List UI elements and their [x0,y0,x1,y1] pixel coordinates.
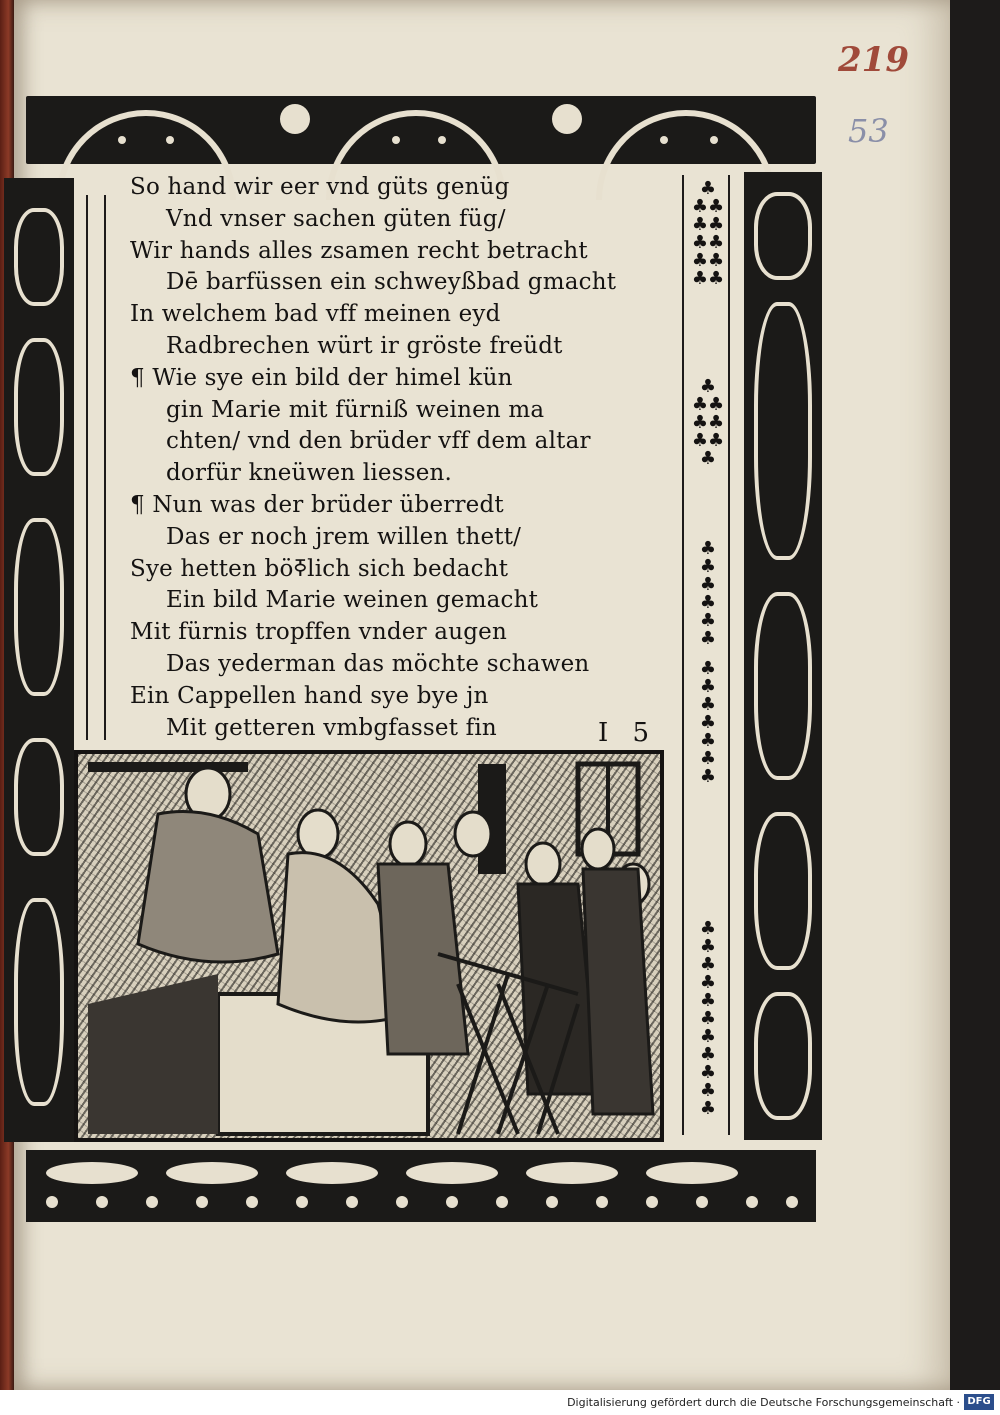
handwritten-folio-number: 219 [838,40,909,80]
border-bead [496,1196,508,1208]
frame-rule-left-inner [104,195,106,740]
border-bead [746,1196,758,1208]
marginal-fleurons: ♣ ♣♣ ♣♣ ♣♣ ♣ [691,376,725,469]
border-bead [196,1196,208,1208]
ornamental-border-bottom [26,1150,816,1222]
border-dot [710,136,718,144]
section-heading-line: chten/ vnd den brüder vff dem altar [166,428,591,455]
ornamental-border-top [26,96,816,164]
dfg-logo: DFG [964,1394,994,1410]
verse-line: In welchem bad vff meinen eyd [130,301,501,328]
signature-mark: I 5 [598,718,658,748]
verse-line: ¶ Nun was der brüder überredt [130,491,504,518]
border-bead [446,1196,458,1208]
border-dot [392,136,400,144]
section-heading-line: dorfür kneüwen liessen. [166,460,453,487]
verse-line: Das er noch jrem willen thett/ [166,523,522,550]
verse-line: Wir hands alles zsamen recht betracht [130,237,588,264]
pillar-ornament [754,812,812,970]
verse-line: Ein Cappellen hand sye bye jn [130,682,489,709]
border-knob [552,104,582,134]
verse-line: Vnd vnser sachen güten füg/ [166,205,506,232]
woodcut-friar-head [298,810,338,858]
woodcut-scene [78,754,660,1138]
border-pill [46,1162,138,1184]
woodcut-onlooker-head [455,812,491,856]
border-dot [118,136,126,144]
verse-text [130,172,670,744]
border-bead [46,1196,58,1208]
border-knob [280,104,310,134]
pillar-ornament [14,208,64,306]
frame-rule-right [682,175,684,1135]
footer-bar [0,1390,1000,1415]
woodcut-onlooker-head [390,822,426,866]
border-bead [346,1196,358,1208]
marginal-fleurons: ♣ ♣ ♣ ♣ ♣ ♣ ♣ ♣ ♣ ♣ ♣ [699,918,717,1119]
woodcut-onlooker-head [526,843,560,885]
pillar-ornament [14,738,64,856]
woodcut-illustration [74,750,664,1142]
section-heading-line: gin Marie mit fürniß weinen ma [166,396,545,423]
funding-credit: Digitalisierung gefördert durch die Deutsche Forschungsgemeinschaft · [567,1396,960,1409]
border-bead [646,1196,658,1208]
verse-line: Sye hetten böߧlich sich bedacht [130,555,509,582]
frame-rule-left [86,195,88,740]
border-bead [696,1196,708,1208]
border-bead [596,1196,608,1208]
pillar-ornament [14,898,64,1106]
pillar-ornament [754,192,812,280]
frame-rule-right-outer [728,175,730,1135]
verse-line: Mit fürnis tropffen vnder augen [130,619,507,646]
ornamental-pillar-left [4,178,74,1142]
section-heading-line: ¶ Wie sye ein bild der himel kün [130,364,513,391]
woodcut-madonna-robe [138,812,278,963]
border-bead [786,1196,798,1208]
border-dot [438,136,446,144]
border-bead [146,1196,158,1208]
border-bead [296,1196,308,1208]
verse-line: Dē barfüssen ein schweyßbad gmacht [166,269,617,296]
ornamental-pillar-right [744,172,822,1140]
woodcut-steps [88,974,218,1134]
woodcut-onlooker-body [583,869,653,1114]
verse-line: Das yederman das möchte schawen [166,650,590,677]
verse-line: So hand wir eer vnd güts genüg [130,174,510,200]
verse-line: Mit getteren vmbgfasset fin [166,714,497,741]
border-pill [286,1162,378,1184]
secondary-folio-number: 53 [848,112,889,150]
border-bead [546,1196,558,1208]
border-dot [166,136,174,144]
verse-line: Ein bild Marie weinen gemacht [166,587,539,614]
border-pill [166,1162,258,1184]
pillar-ornament [754,302,812,560]
woodcut-beam [88,762,248,772]
verse-line: Radbrechen würt ir gröste freüdt [166,332,563,359]
marginal-fleurons: ♣ ♣ ♣ ♣ ♣ ♣ ♣ [699,658,717,787]
border-bead [96,1196,108,1208]
border-bead [396,1196,408,1208]
pillar-ornament [14,518,64,696]
pillar-ornament [14,338,64,476]
border-pill [526,1162,618,1184]
pillar-ornament [754,992,812,1120]
marginal-fleurons: ♣ ♣♣ ♣♣ ♣♣ ♣♣ ♣♣ [691,178,725,289]
marginal-fleurons: ♣ ♣ ♣ ♣ ♣ ♣ [699,538,717,649]
woodcut-onlooker-head [582,829,614,869]
border-bead [246,1196,258,1208]
border-pill [646,1162,738,1184]
border-pill [406,1162,498,1184]
border-dot [660,136,668,144]
pillar-ornament [754,592,812,780]
